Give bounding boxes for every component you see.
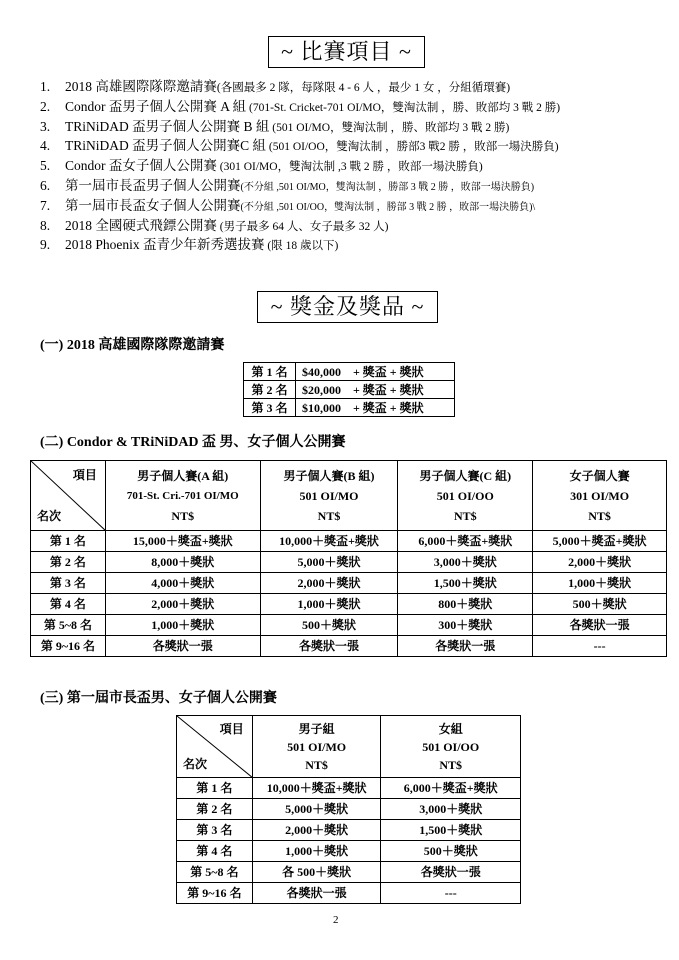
- prize-cell: 2,000＋獎狀: [252, 820, 381, 841]
- prize-cell: ---: [533, 636, 667, 657]
- prize-cell: 5,000＋獎盃+獎狀: [533, 531, 667, 552]
- table-row: [31, 552, 667, 573]
- event-number: 8.: [40, 217, 51, 233]
- event-number: 1.: [40, 79, 51, 94]
- column-currency: NT$: [588, 508, 611, 523]
- prize-cell: 5,000＋獎狀: [252, 799, 381, 820]
- event-list: [40, 77, 670, 255]
- event-item: [40, 196, 670, 216]
- prize-cell: 各獎狀一張: [260, 636, 398, 657]
- table-row: [177, 820, 521, 841]
- prize-cell: 500＋獎狀: [260, 615, 398, 636]
- table-row: [244, 363, 455, 381]
- rank-cell: 第 1 名: [244, 363, 296, 381]
- section-title-prizes: ~ 獎金及獎品 ~: [257, 291, 438, 323]
- corner-label-item: 項目: [219, 722, 244, 736]
- column-currency: NT$: [453, 508, 477, 523]
- column-format: 501 OI/MO: [287, 739, 347, 754]
- prize-cell: 500＋獎狀: [533, 594, 667, 615]
- event-item: [40, 77, 670, 97]
- event-number: 3.: [40, 118, 51, 134]
- column-format: 501 OI/OO: [422, 739, 480, 754]
- column-header: [381, 716, 521, 778]
- prize2-table: [30, 460, 667, 657]
- column-header: [398, 461, 533, 531]
- prize-cell: 1,500＋獎狀: [381, 820, 521, 841]
- column-header: [252, 716, 381, 778]
- page-number: 2: [333, 914, 339, 926]
- event-note: (701-St. Cricket-701 OI/MO，雙淘汰制 ，勝、敗部均 3 戰 2 勝): [246, 101, 561, 114]
- table-row: [177, 841, 521, 862]
- prize1-table: [243, 362, 455, 417]
- column-format: 501 OI/MO: [299, 488, 359, 503]
- column-currency: NT$: [317, 508, 341, 523]
- prize-cell: 6,000＋獎盃+獎狀: [398, 531, 533, 552]
- column-title: 女組: [438, 721, 463, 736]
- table-row: [31, 615, 667, 636]
- prize-cell: 1,000＋獎狀: [105, 615, 260, 636]
- table-row: [31, 573, 667, 594]
- table-header-row: [31, 461, 667, 531]
- rank-cell: 第 9~16 名: [177, 883, 253, 904]
- event-number: 9.: [40, 237, 51, 253]
- event-name: 2018 高雄國際隊際邀請賽: [65, 79, 217, 94]
- prize-cell: 2,000＋獎狀: [533, 552, 667, 573]
- event-item: [40, 117, 670, 137]
- table-row: [244, 381, 455, 399]
- rank-cell: 第 5~8 名: [177, 862, 253, 883]
- prize-cell: 各獎狀一張: [252, 883, 381, 904]
- event-note: (301 OI/MO，雙淘汰制 ,3 戰 2 勝 ，敗部一場決勝負): [216, 161, 483, 174]
- prize-cell: 各獎狀一張: [105, 636, 260, 657]
- prize-cell: 800＋獎狀: [398, 594, 533, 615]
- event-number: 5.: [40, 158, 51, 174]
- prize-cell: $20,000 + 獎盃 + 獎狀: [295, 381, 454, 399]
- column-header: [533, 461, 667, 531]
- table-row: [177, 862, 521, 883]
- prize-cell: 6,000＋獎盃+獎狀: [381, 778, 521, 799]
- event-name: 2018 全國硬式飛鏢公開賽: [65, 217, 217, 233]
- event-note: (男子最多 64 人、女子最多 32 人): [216, 220, 389, 233]
- prize-cell: 300＋獎狀: [398, 615, 533, 636]
- event-item: [40, 156, 670, 176]
- prize-cell: 15,000＋獎盃+獎狀: [105, 531, 260, 552]
- prize-cell: 1,500＋獎狀: [398, 573, 533, 594]
- table-row: [177, 778, 521, 799]
- rank-cell: 第 2 名: [177, 799, 253, 820]
- prize-cell: 3,000＋獎狀: [398, 552, 533, 573]
- event-item: [40, 235, 670, 255]
- prize-cell: 2,000＋獎狀: [105, 594, 260, 615]
- prize1-heading: (一) 2018 高雄國際隊際邀請賽: [40, 338, 225, 353]
- prize-cell: 4,000＋獎狀: [105, 573, 260, 594]
- prize-cell: 1,000＋獎狀: [252, 841, 381, 862]
- column-currency: NT$: [171, 508, 195, 523]
- corner-label-rank: 名次: [37, 509, 62, 523]
- prize-cell: ---: [381, 883, 521, 904]
- event-item: [40, 136, 670, 156]
- prize-cell: 各獎狀一張: [398, 636, 533, 657]
- prize-cell: 500＋獎狀: [381, 841, 521, 862]
- column-header: [260, 461, 398, 531]
- prize-cell: 1,000＋獎狀: [260, 594, 398, 615]
- table-row: [31, 636, 667, 657]
- column-format: 701-St. Cri.-701 OI/MO: [126, 489, 239, 502]
- event-name: TRiNiDAD 盃男子個人公開賽C 組: [65, 138, 267, 154]
- column-title: 男子個人賽(A 組): [137, 468, 229, 483]
- table-row: [244, 399, 455, 417]
- event-number: 7.: [40, 197, 51, 213]
- section-title-events: ~ 比賽項目 ~: [268, 36, 425, 68]
- event-note: (不分組 ,501 OI/MO，雙淘汰制 ，勝部 3 戰 2 勝 ，敗部一場決勝負): [240, 181, 535, 193]
- prize3-heading: (三) 第一屆市長盃男、女子個人公開賽: [40, 691, 277, 706]
- rank-cell: 第 3 名: [31, 573, 106, 594]
- rank-cell: 第 1 名: [177, 778, 253, 799]
- column-currency: NT$: [439, 757, 463, 772]
- event-note: (不分組 ,501 OI/OO，雙淘汰制 ，勝部 3 戰 2 勝 ，敗部一場決勝負)\: [240, 201, 536, 213]
- event-number: 4.: [40, 138, 51, 154]
- prize-cell: $40,000 + 獎盃 + 獎狀: [295, 363, 454, 381]
- corner-header-cell: [31, 461, 106, 531]
- event-number: 2.: [40, 98, 51, 114]
- event-name: 第一屆市長盃男子個人公開賽: [65, 177, 241, 193]
- column-format: 301 OI/MO: [570, 488, 630, 503]
- rank-cell: 第 1 名: [31, 531, 106, 552]
- event-item: [40, 176, 670, 196]
- table-header-row: [177, 716, 521, 778]
- prize-cell: 1,000＋獎狀: [533, 573, 667, 594]
- prize-cell: 3,000＋獎狀: [381, 799, 521, 820]
- event-name: TRiNiDAD 盃男子個人公開賽 B 組: [65, 118, 270, 134]
- event-note: (各國最多 2 隊，每隊限 4 - 6 人 ，最少 1 女 ，分組循環賽): [216, 82, 511, 94]
- rank-cell: 第 2 名: [31, 552, 106, 573]
- prize-cell: 10,000＋獎盃+獎狀: [260, 531, 398, 552]
- prize-cell: 8,000＋獎狀: [105, 552, 260, 573]
- event-note: (501 OI/OO，雙淘汰制 ，勝部3 戰2 勝 ，敗部一場決勝負): [266, 141, 559, 154]
- prize2-heading: (二) Condor & TRiNiDAD 盃 男、女子個人公開賽: [40, 435, 346, 450]
- rank-cell: 第 9~16 名: [31, 636, 106, 657]
- prize-cell: $10,000 + 獎盃 + 獎狀: [295, 399, 454, 417]
- rank-cell: 第 2 名: [244, 381, 296, 399]
- table-row: [31, 594, 667, 615]
- corner-label-item: 項目: [72, 468, 97, 482]
- rank-cell: 第 3 名: [177, 820, 253, 841]
- table-row: [177, 883, 521, 904]
- prize-cell: 2,000＋獎狀: [260, 573, 398, 594]
- event-item: [40, 97, 670, 117]
- event-note: (501 OI/MO，雙淘汰制 ，勝、敗部均 3 戰 2 勝): [269, 121, 510, 134]
- column-title: 男子個人賽(B 組): [283, 468, 375, 483]
- prize-cell: 各 500＋獎狀: [252, 862, 381, 883]
- event-name: 第一屆市長盃女子個人公開賽: [65, 197, 241, 213]
- event-name: 2018 Phoenix 盃青少年新秀選拔賽: [65, 237, 265, 253]
- column-header: [105, 461, 260, 531]
- column-format: 501 OI/OO: [436, 488, 494, 503]
- rank-cell: 第 4 名: [177, 841, 253, 862]
- prize-cell: 10,000＋獎盃+獎狀: [252, 778, 381, 799]
- column-currency: NT$: [305, 757, 328, 772]
- column-title: 男子個人賽(C 組): [419, 468, 512, 483]
- prize-cell: 各獎狀一張: [381, 862, 521, 883]
- event-name: Condor 盃女子個人公開賽: [65, 158, 217, 174]
- prize-cell: 各獎狀一張: [533, 615, 667, 636]
- corner-header-cell: [177, 716, 253, 778]
- prize-cell: 5,000＋獎狀: [260, 552, 398, 573]
- event-item: [40, 216, 670, 236]
- rank-cell: 第 3 名: [244, 399, 296, 417]
- event-number: 6.: [40, 177, 51, 193]
- prize3-table: [176, 715, 521, 904]
- table-row: [177, 799, 521, 820]
- column-title: 女子個人賽: [569, 468, 630, 483]
- rank-cell: 第 5~8 名: [31, 615, 106, 636]
- event-note: (限 18 歲以下): [264, 240, 339, 253]
- table-row: [31, 531, 667, 552]
- event-name: Condor 盃男子個人公開賽 A 組: [65, 98, 247, 114]
- rank-cell: 第 4 名: [31, 594, 106, 615]
- column-title: 男子組: [298, 721, 335, 736]
- corner-label-rank: 名次: [183, 757, 208, 771]
